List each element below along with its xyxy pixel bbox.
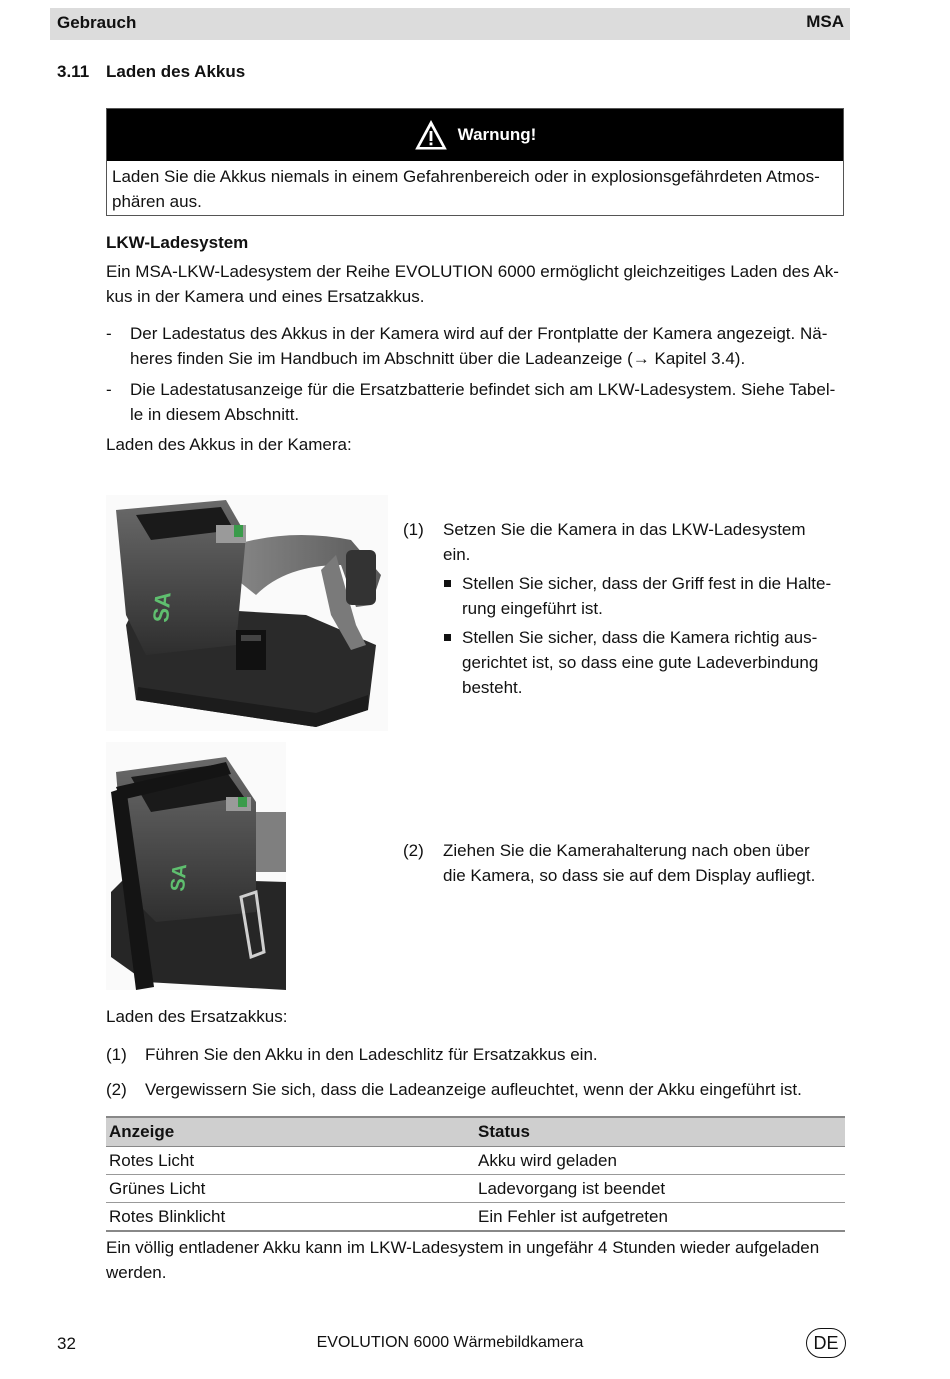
table-cell: Akku wird geladen	[475, 1147, 845, 1175]
camera-step	[403, 517, 843, 567]
intro-line: kus in der Kamera und eines Ersatzakkus.	[106, 287, 425, 306]
warning-line: phären aus.	[112, 191, 202, 211]
warning-title: Warnung!	[457, 125, 537, 144]
spare-charging-label: Laden des Ersatzakkus:	[106, 1007, 288, 1026]
step-line: Ziehen Sie die Kamerahalterung nach oben über	[443, 841, 810, 860]
table-row	[106, 1203, 845, 1232]
table-row	[106, 1175, 845, 1203]
step-text: Vergewissern Sie sich, dass die Ladeanzeige aufleuchtet, wenn der Akku eingeführt ist.	[145, 1080, 802, 1099]
table-cell: Rotes Licht	[106, 1147, 475, 1175]
bullet-item	[444, 571, 844, 621]
bullet-line: rung eingeführt ist.	[462, 599, 603, 618]
step-text: Führen Sie den Akku in den Ladeschlitz für Ersatzakkus ein.	[145, 1045, 598, 1064]
bullet-line: gerichtet ist, so dass eine gute Ladeverbindung	[462, 653, 819, 672]
dash-marker: -	[106, 324, 112, 343]
step-number: (1)	[403, 520, 424, 539]
closing-line: Ein völlig entladener Akku kann im LKW-Ladesystem in ungefähr 4 Stunden wieder aufgeladen	[106, 1238, 820, 1257]
camera-step	[403, 838, 843, 888]
step-line: Setzen Sie die Kamera in das LKW-Ladesystem	[443, 520, 806, 539]
column-header: Status	[475, 1117, 845, 1147]
bullet-square-icon	[444, 634, 451, 641]
section-title	[57, 62, 245, 82]
table-cell: Ladevorgang ist beendet	[475, 1175, 845, 1203]
dash-item-line: heres finden Sie im Handbuch im Abschnitt über die Ladeanzeige (→ Kapitel 3.4).	[130, 349, 746, 368]
footer-title: EVOLUTION 6000 Wärmebildkamera	[316, 1334, 584, 1351]
intro-line: Ein MSA-LKW-Ladesystem der Reihe EVOLUTION 6000 ermöglicht gleichzeitiges Laden des Ak-	[106, 262, 839, 281]
warning-box	[106, 108, 844, 216]
bullet-line: Stellen Sie sicher, dass die Kamera richtig aus-	[462, 628, 818, 647]
section-number: 3.11	[57, 62, 90, 81]
dash-item-line: le in diesem Abschnitt.	[130, 405, 300, 424]
page-number: 32	[57, 1334, 76, 1353]
camera-holder-photo	[106, 742, 286, 990]
table-cell: Rotes Blinklicht	[106, 1203, 475, 1232]
subsection-heading: LKW-Ladesystem	[106, 233, 249, 252]
warning-text	[112, 165, 840, 214]
step-line: die Kamera, so dass sie auf dem Display aufliegt.	[443, 866, 816, 885]
bullet-item	[444, 625, 844, 700]
header-bar	[50, 8, 850, 40]
dash-item-line: Der Ladestatus des Akkus in der Kamera wird auf der Frontplatte der Kamera angezeigt. Nä-	[130, 324, 828, 343]
table-cell: Ein Fehler ist aufgetreten	[475, 1203, 845, 1232]
header-brand: MSA	[806, 12, 844, 31]
dash-item-line: Die Ladestatusanzeige für die Ersatzbatterie befindet sich am LKW-Ladesystem. Siehe Tabel-	[130, 380, 836, 399]
step-number: (2)	[106, 1080, 127, 1099]
section-heading: Laden des Akkus	[106, 62, 246, 81]
status-table	[106, 1116, 845, 1232]
table-row	[106, 1147, 845, 1175]
warning-triangle-icon	[414, 119, 448, 151]
step-number: (2)	[403, 841, 424, 860]
table-cell: Grünes Licht	[106, 1175, 475, 1203]
column-header: Anzeige	[106, 1117, 475, 1147]
warning-header	[107, 109, 843, 161]
camera-charging-label: Laden des Akkus in der Kamera:	[106, 435, 352, 454]
spare-step	[106, 1077, 846, 1102]
warning-line: Laden Sie die Akkus niemals in einem Gefahrenbereich oder in explosionsgefährdeten Atmos-	[112, 167, 820, 186]
bullet-line: besteht.	[462, 678, 523, 697]
dash-list-item	[106, 377, 846, 427]
header-chapter: Gebrauch	[57, 13, 137, 32]
language-badge: DE	[806, 1328, 846, 1358]
bullet-square-icon	[444, 580, 451, 587]
dash-marker: -	[106, 380, 112, 399]
camera-in-charger-photo	[106, 495, 388, 731]
closing-line: werden.	[106, 1263, 167, 1282]
intro-paragraph	[106, 259, 846, 309]
table-header-row	[106, 1117, 845, 1147]
bullet-line: Stellen Sie sicher, dass der Griff fest in die Halte-	[462, 574, 832, 593]
closing-paragraph	[106, 1235, 846, 1285]
step-line: ein.	[443, 545, 471, 564]
msa-logo: SA	[167, 862, 192, 893]
step-number: (1)	[106, 1045, 127, 1064]
dash-list-item	[106, 321, 846, 371]
msa-logo: SA	[148, 590, 176, 624]
spare-step	[106, 1042, 846, 1067]
